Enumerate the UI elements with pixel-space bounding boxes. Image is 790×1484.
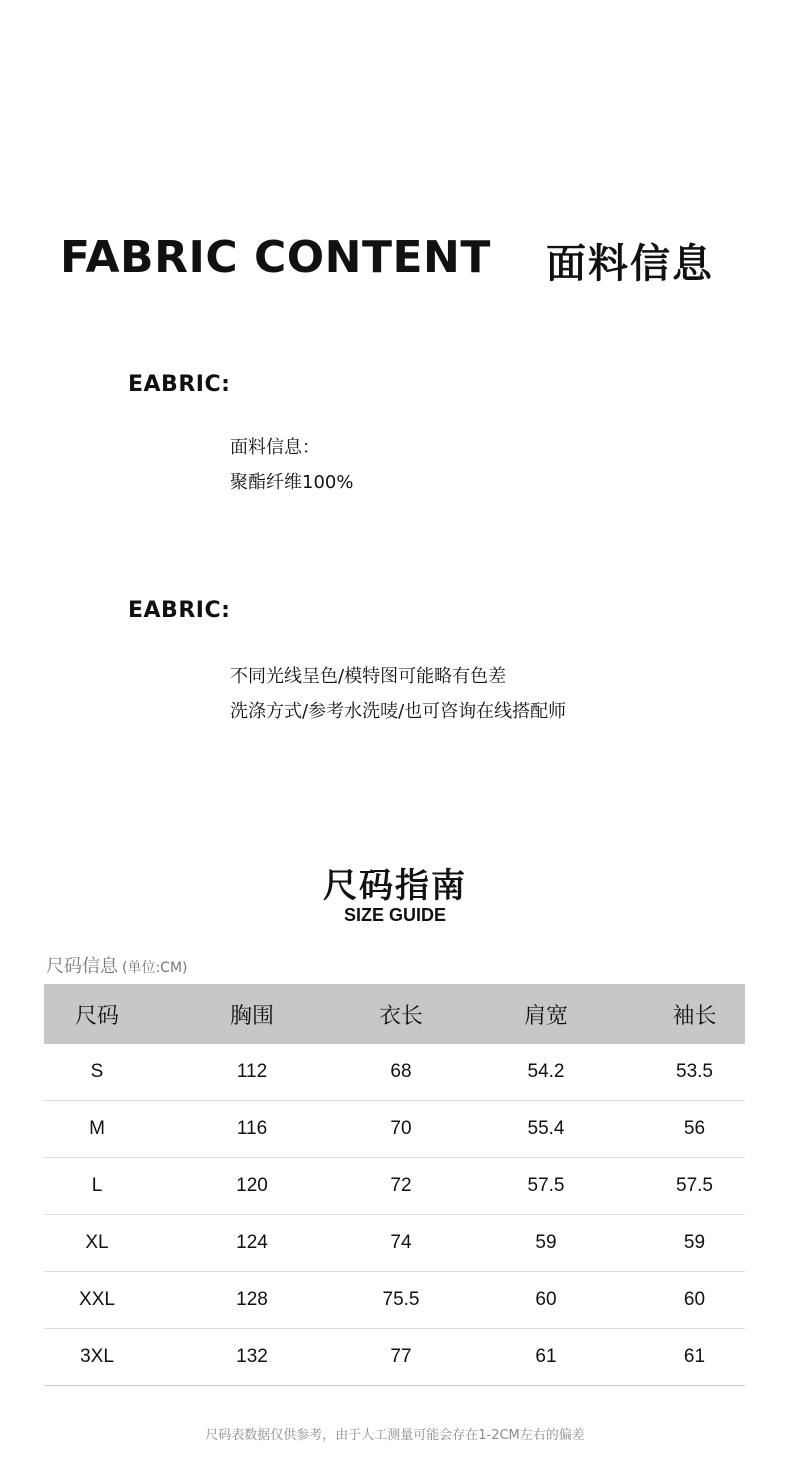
fabric-content-title-cn: 面料信息 xyxy=(546,241,714,287)
cell-length: 77 xyxy=(354,1329,448,1386)
cell-size: L xyxy=(44,1158,150,1215)
header-chest: 胸围 xyxy=(150,984,354,1044)
section2-line-1: 不同光线呈色/模特图可能略有色差 xyxy=(230,666,507,687)
table-row xyxy=(44,1329,745,1386)
cell-size: S xyxy=(44,1044,150,1101)
cell-chest: 132 xyxy=(150,1329,354,1386)
cell-size: M xyxy=(44,1101,150,1158)
section1-line-2: 聚酯纤维100% xyxy=(230,472,354,493)
cell-shoulder: 54.2 xyxy=(448,1044,644,1101)
cell-sleeve: 56 xyxy=(644,1101,745,1158)
cell-size: XL xyxy=(44,1215,150,1272)
size-table-caption xyxy=(46,952,188,978)
cell-length: 74 xyxy=(354,1215,448,1272)
table-row xyxy=(44,1158,745,1215)
cell-shoulder: 60 xyxy=(448,1272,644,1329)
cell-chest: 112 xyxy=(150,1044,354,1101)
cell-sleeve: 60 xyxy=(644,1272,745,1329)
table-row xyxy=(44,1272,745,1329)
section2-label: EABRIC: xyxy=(128,598,231,623)
cell-shoulder: 61 xyxy=(448,1329,644,1386)
size-guide-title-cn: 尺码指南 xyxy=(323,866,467,906)
cell-size: 3XL xyxy=(44,1329,150,1386)
size-footnote: 尺码表数据仅供参考，由于人工测量可能会存在1-2CM左右的偏差 xyxy=(205,1428,585,1443)
cell-sleeve: 59 xyxy=(644,1215,745,1272)
section1-line-1: 面料信息： xyxy=(230,437,320,458)
cell-sleeve: 53.5 xyxy=(644,1044,745,1101)
cell-sleeve: 61 xyxy=(644,1329,745,1386)
cell-length: 72 xyxy=(354,1158,448,1215)
section2-line-2: 洗涤方式/参考水洗唛/也可咨询在线搭配师 xyxy=(230,701,567,722)
cell-chest: 116 xyxy=(150,1101,354,1158)
section1-label: EABRIC: xyxy=(128,372,231,397)
cell-chest: 120 xyxy=(150,1158,354,1215)
size-table-header xyxy=(44,984,745,1044)
table-row xyxy=(44,1044,745,1101)
header-length: 衣长 xyxy=(354,984,448,1044)
size-table xyxy=(44,984,745,1386)
cell-chest: 128 xyxy=(150,1272,354,1329)
header-shoulder: 肩宽 xyxy=(448,984,644,1044)
cell-sleeve: 57.5 xyxy=(644,1158,745,1215)
size-table-caption-label: 尺码信息 xyxy=(46,956,118,977)
fabric-content-title: FABRIC CONTENT xyxy=(60,232,491,283)
cell-chest: 124 xyxy=(150,1215,354,1272)
cell-length: 68 xyxy=(354,1044,448,1101)
header-size: 尺码 xyxy=(44,984,150,1044)
table-row xyxy=(44,1215,745,1272)
cell-shoulder: 59 xyxy=(448,1215,644,1272)
cell-shoulder: 55.4 xyxy=(448,1101,644,1158)
cell-length: 70 xyxy=(354,1101,448,1158)
cell-length: 75.5 xyxy=(354,1272,448,1329)
header-sleeve: 袖长 xyxy=(644,984,745,1044)
table-row xyxy=(44,1101,745,1158)
size-guide-title-en: SIZE GUIDE xyxy=(343,905,446,925)
size-table-unit: (单位:CM) xyxy=(122,960,188,976)
cell-size: XXL xyxy=(44,1272,150,1329)
cell-shoulder: 57.5 xyxy=(448,1158,644,1215)
